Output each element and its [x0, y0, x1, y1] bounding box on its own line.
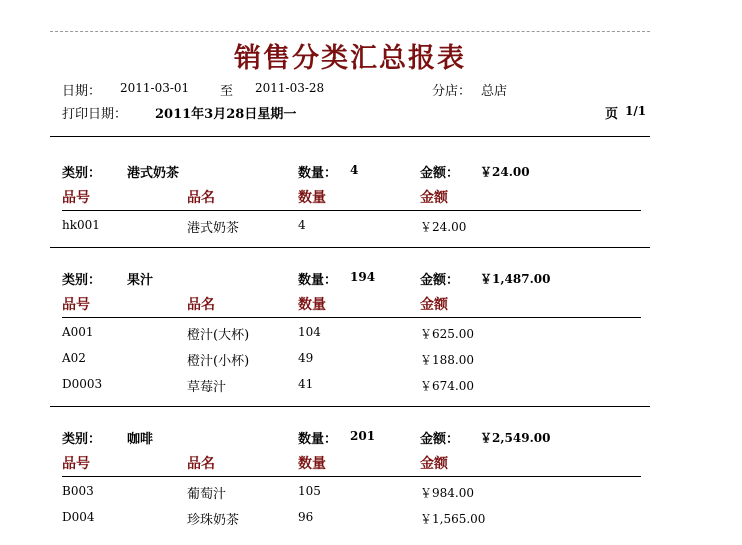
column-header-code: 品号	[62, 297, 90, 313]
column-header-code: 品号	[62, 190, 90, 206]
column-header-name: 品名	[187, 190, 215, 206]
amount-label: 金额：	[420, 166, 460, 181]
amount-label: 金额：	[420, 432, 460, 447]
row-item-code: A02	[62, 351, 86, 365]
row-amount: ￥1,565.00	[420, 512, 486, 526]
column-header-amount: 金额	[420, 297, 448, 313]
quantity-label: 数量：	[298, 432, 338, 447]
column-header-name: 品名	[187, 456, 215, 472]
row-quantity: 49	[298, 351, 314, 365]
group-quantity: 201	[350, 429, 376, 443]
row-amount: ￥674.00	[420, 379, 474, 393]
row-item-name: 葡萄汁	[187, 487, 227, 502]
group-amount: ￥1,487.00	[480, 272, 551, 286]
row-item-code: B003	[62, 484, 94, 498]
row-amount: ￥188.00	[420, 353, 474, 367]
page-value: 1/1	[625, 104, 647, 118]
row-amount: ￥24.00	[420, 220, 467, 234]
column-header-code: 品号	[62, 456, 90, 472]
column-header-amount: 金额	[420, 190, 448, 206]
group-amount: ￥24.00	[480, 165, 530, 179]
top-dashed-divider	[50, 31, 650, 32]
row-item-name: 港式奶茶	[187, 221, 240, 236]
store-label: 分店：	[432, 84, 472, 99]
row-item-name: 橙汁(大杯)	[187, 328, 250, 343]
column-header-name: 品名	[187, 297, 215, 313]
column-header-amount: 金额	[420, 456, 448, 472]
group-quantity: 4	[350, 163, 359, 177]
quantity-label: 数量：	[298, 166, 338, 181]
category-label: 类别：	[62, 432, 102, 447]
row-quantity: 105	[298, 484, 321, 498]
report-title: 销售分类汇总报表	[234, 43, 466, 74]
column-header-divider	[62, 317, 641, 318]
row-item-code: D004	[62, 510, 95, 524]
row-quantity: 41	[298, 377, 314, 391]
group-divider	[50, 247, 650, 248]
date-label: 日期：	[62, 84, 102, 99]
column-header-divider	[62, 476, 641, 477]
print-date-value: 2011年3月28日星期一	[155, 107, 297, 122]
category-name: 港式奶茶	[127, 166, 180, 181]
column-header-divider	[62, 210, 641, 211]
column-header-quantity: 数量	[298, 297, 326, 313]
row-amount: ￥984.00	[420, 486, 474, 500]
row-item-name: 橙汁(小杯)	[187, 354, 250, 369]
row-item-code: D0003	[62, 377, 103, 391]
category-name: 咖啡	[127, 432, 154, 447]
date-to: 2011-03-28	[255, 81, 325, 95]
header-divider	[50, 136, 650, 137]
row-quantity: 96	[298, 510, 314, 524]
column-header-quantity: 数量	[298, 190, 326, 206]
store-value: 总店	[481, 84, 508, 99]
to-label: 至	[220, 84, 234, 99]
row-quantity: 104	[298, 325, 321, 339]
row-item-name: 珍珠奶茶	[187, 513, 240, 528]
category-label: 类别：	[62, 273, 102, 288]
group-quantity: 194	[350, 270, 376, 284]
row-item-code: hk001	[62, 218, 100, 232]
row-item-name: 草莓汁	[187, 380, 227, 395]
row-amount: ￥625.00	[420, 327, 474, 341]
group-divider	[50, 406, 650, 407]
quantity-label: 数量：	[298, 273, 338, 288]
date-from: 2011-03-01	[120, 81, 190, 95]
category-name: 果汁	[127, 273, 154, 288]
row-quantity: 4	[298, 218, 306, 232]
amount-label: 金额：	[420, 273, 460, 288]
page-label: 页	[605, 107, 619, 122]
row-item-code: A001	[62, 325, 94, 339]
category-label: 类别：	[62, 166, 102, 181]
column-header-quantity: 数量	[298, 456, 326, 472]
print-date-label: 打印日期：	[62, 107, 128, 122]
group-amount: ￥2,549.00	[480, 431, 551, 445]
